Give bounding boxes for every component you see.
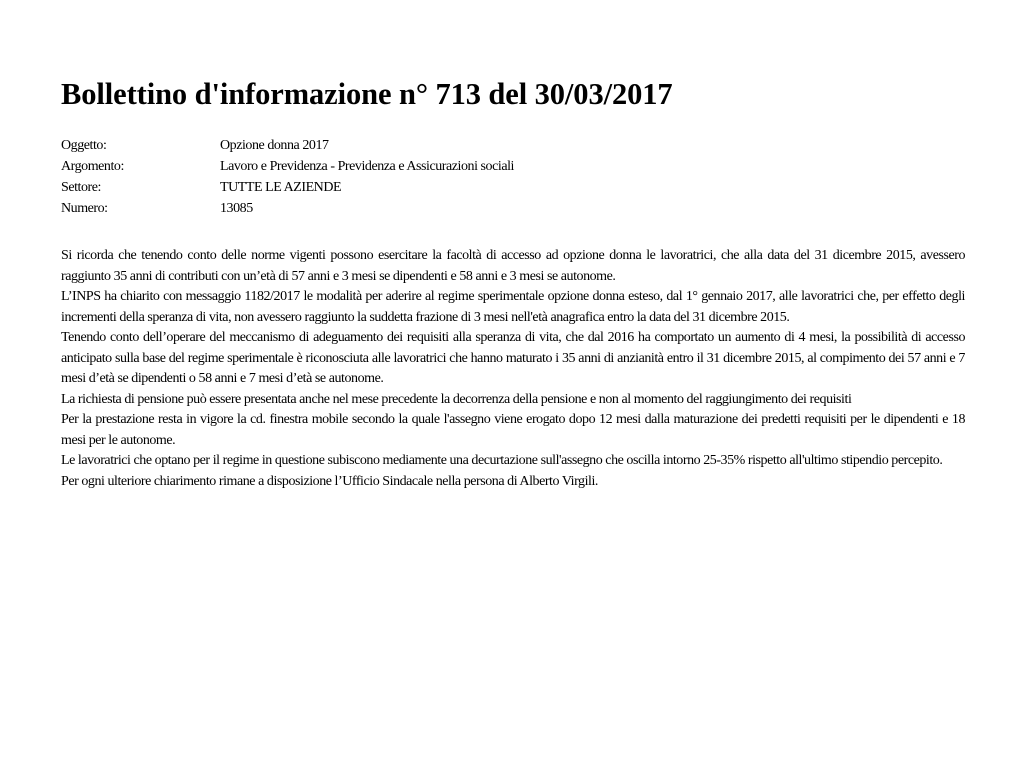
bulletin-body [61, 246, 965, 492]
body-paragraph: Per la prestazione resta in vigore la cd. finestra mobile secondo la quale l'assegno viene erogato dopo 12 mesi dalla maturazione dei predetti requisiti per le dipendenti e 18 mesi per le autonome. [61, 412, 965, 448]
metadata-table [61, 135, 965, 219]
meta-row-settore [61, 177, 965, 198]
meta-value: Opzione donna 2017 [220, 138, 329, 153]
body-paragraph: Tenendo conto dell’operare del meccanismo di adeguamento dei requisiti alla speranza di vita, che dal 2016 ha comportato un aumento di 4 mesi, la possibilità di accesso anticipato sulla base del regime sperimentale è riconosciuta alle lavoratrici che hanno maturato i 35 anni di anzianità entro il 31 dicembre 2015, al compimento dei 57 anni e 7 mesi d’età se dipendenti o 58 anni e 7 mesi d’età se autonome. [61, 330, 965, 386]
body-paragraph: La richiesta di pensione può essere presentata anche nel mese precedente la decorrenza della pensione e non al momento del raggiungimento dei requisiti [61, 391, 852, 407]
body-paragraph: L’INPS ha chiarito con messaggio 1182/2017 le modalità per aderire al regime sperimentale opzione donna esteso, dal 1° gennaio 2017, alle lavoratrici che, per effetto degli incrementi della speranza di vita, non avessero raggiunto la suddetta frazione di 3 mesi nell'età anagrafica entro la data del 31 dicembre 2015. [61, 289, 965, 325]
meta-label: Settore: [61, 180, 101, 195]
meta-label: Argomento: [61, 159, 124, 174]
body-paragraph: Si ricorda che tenendo conto delle norme vigenti possono esercitare la facoltà di accesso ad opzione donna le lavoratrici, che alla data del 31 dicembre 2015, avessero raggiunto 35 anni di contributi con un’età di 57 anni e 3 mesi se dipendenti e 58 anni e 3 mesi se autonome. [61, 248, 965, 284]
meta-row-numero [61, 198, 965, 219]
bulletin-title: Bollettino d'informazione n° 713 del 30/03/2017 [61, 77, 673, 111]
meta-value: 13085 [220, 201, 253, 216]
bulletin-page [61, 74, 965, 492]
body-paragraph: Per ogni ulteriore chiarimento rimane a disposizione l’Ufficio Sindacale nella persona di Alberto Virgili. [61, 473, 598, 489]
meta-value: TUTTE LE AZIENDE [220, 180, 342, 195]
meta-row-argomento [61, 156, 965, 177]
meta-label: Numero: [61, 201, 108, 216]
meta-row-oggetto [61, 135, 965, 156]
meta-value: Lavoro e Previdenza - Previdenza e Assicurazioni sociali [220, 159, 514, 174]
body-paragraph: Le lavoratrici che optano per il regime in questione subiscono mediamente una decurtazione sull'assegno che oscilla intorno 25-35% rispetto all'ultimo stipendio percepito. [61, 453, 943, 468]
meta-label: Oggetto: [61, 138, 107, 153]
